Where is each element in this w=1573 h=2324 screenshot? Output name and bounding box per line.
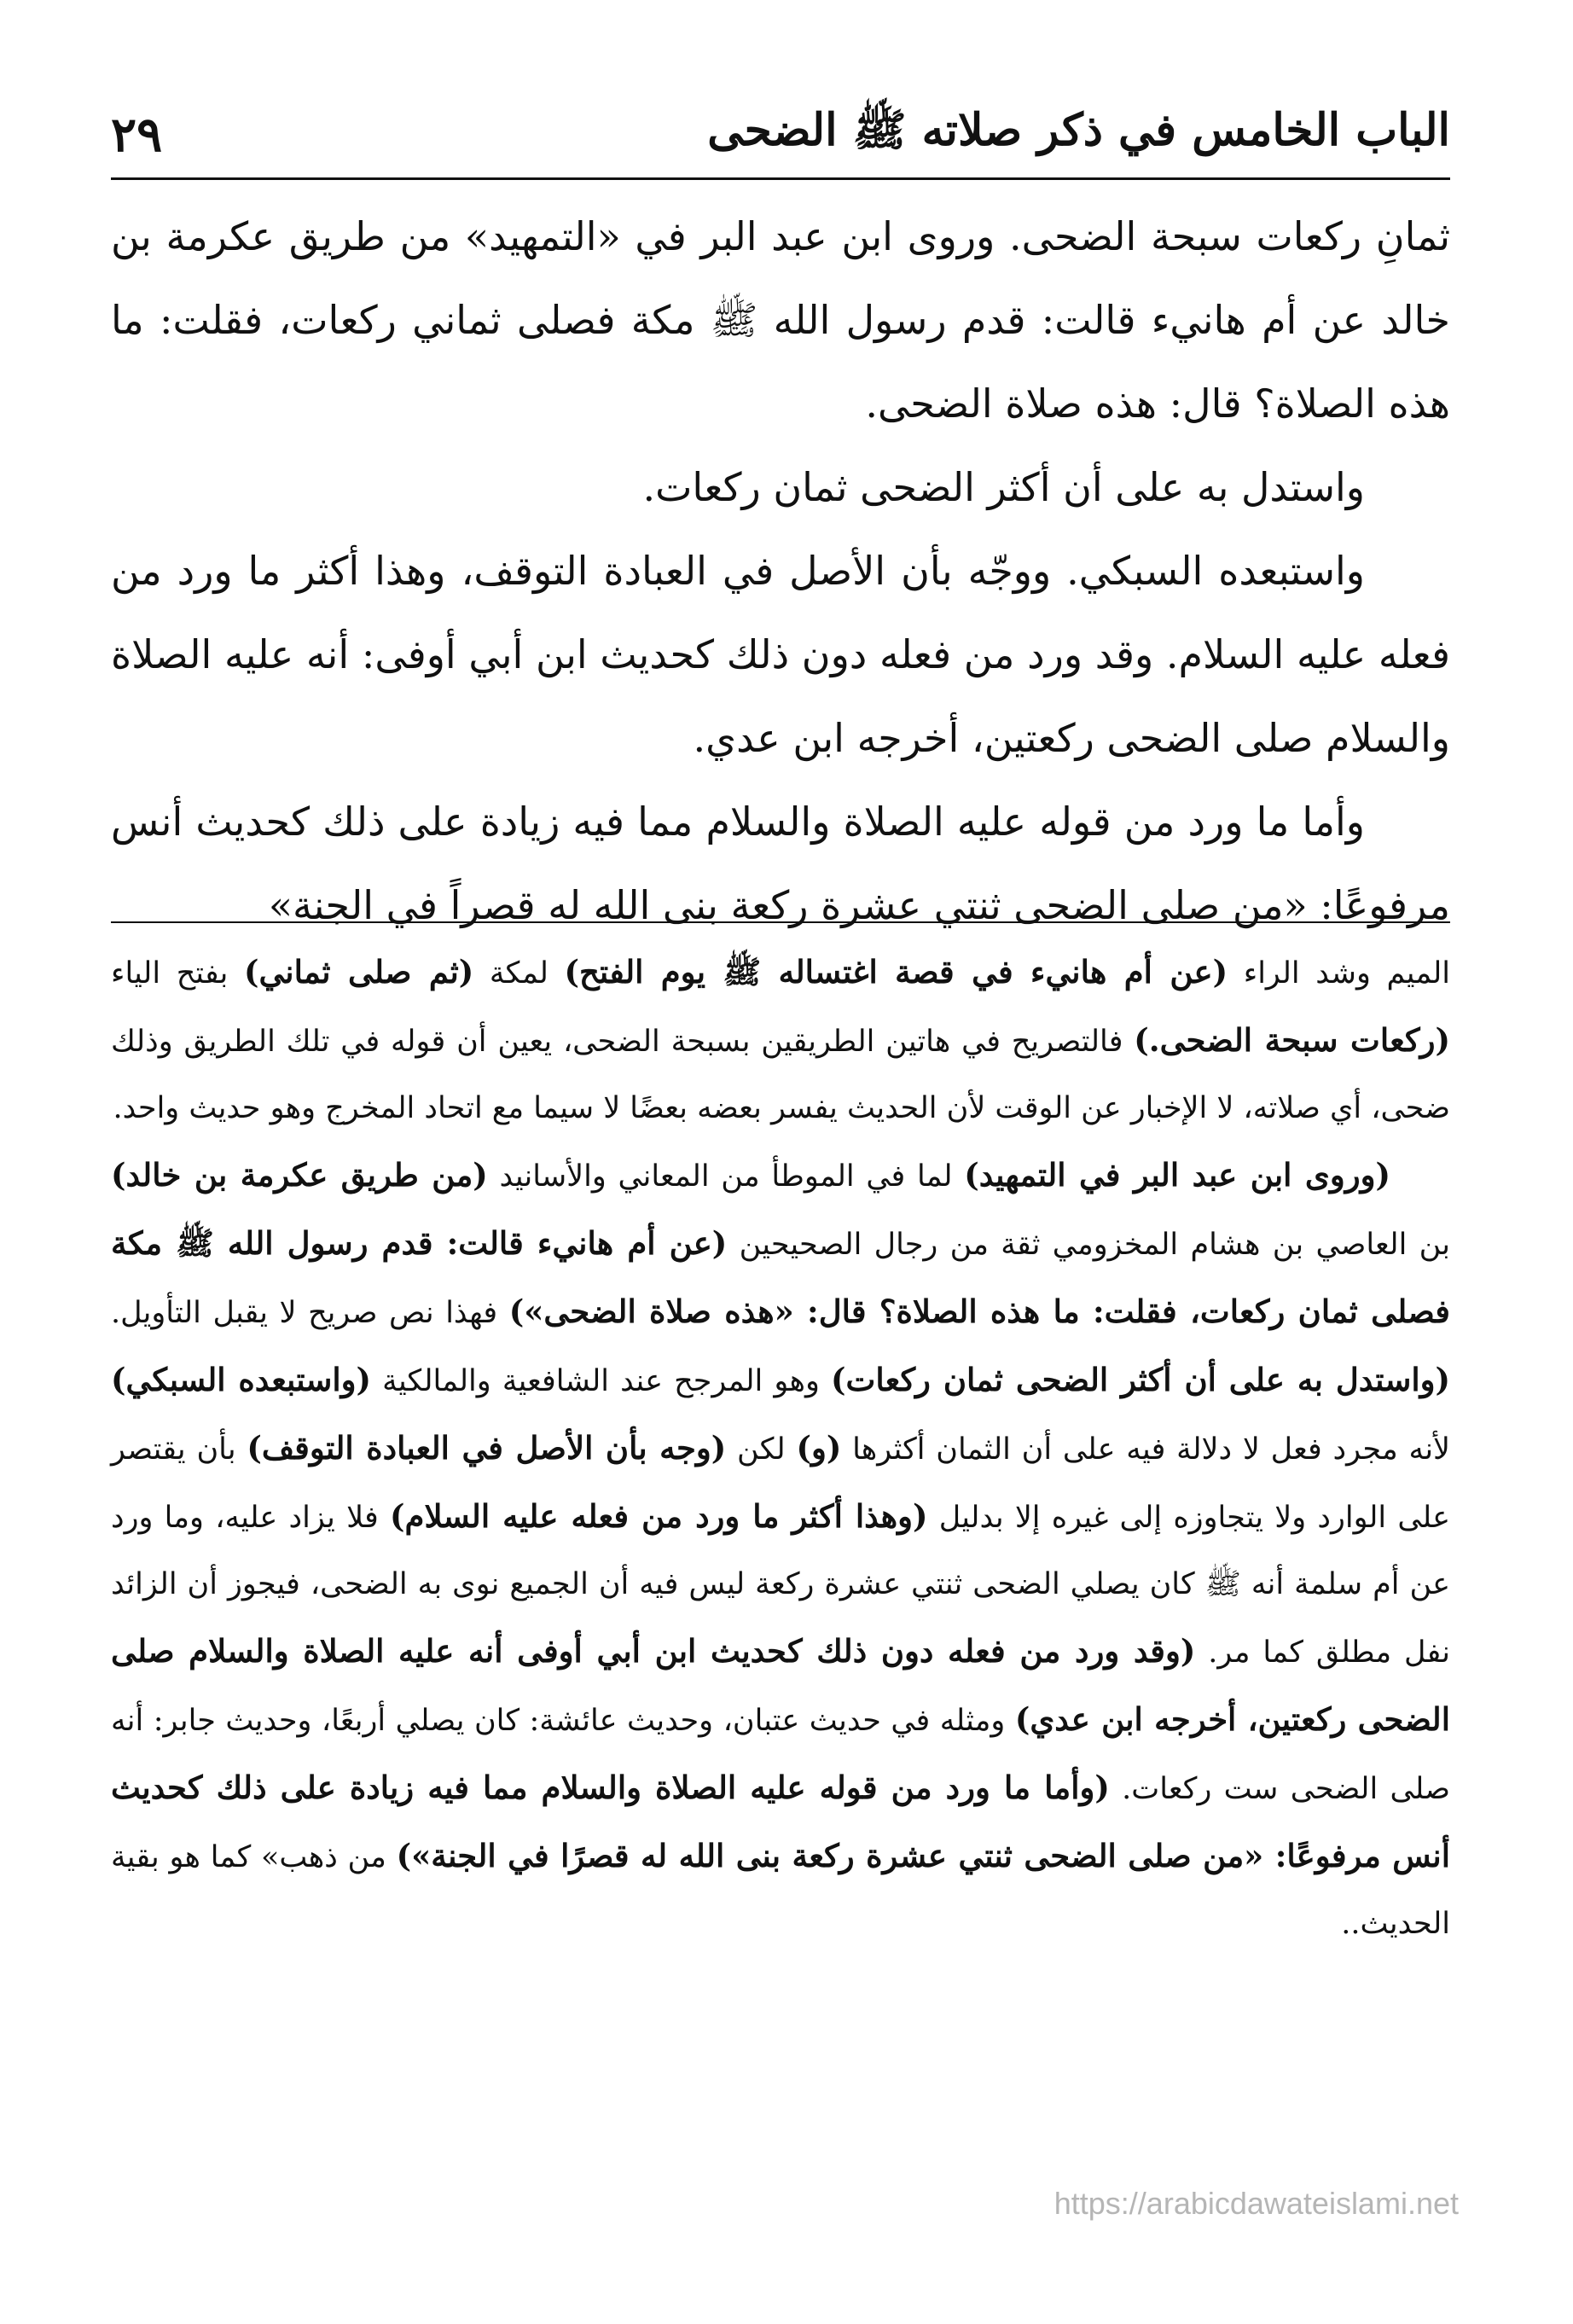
commentary-run: لما في الموطأ من المعاني والأسانيد xyxy=(487,1159,965,1194)
commentary-quoted-run: (وأما ما ورد من قوله عليه الصلاة والسلام مما فيه زيادة على ذلك كحديث أنس مرفوعًا: «من صلى الضحى ثنتي عشرة ركعة بنى الله له قصرًا في الجنة») xyxy=(111,1769,1450,1874)
commentary-quoted-run: (عن أم هانيء قالت: قدم رسول الله ﷺ مكة فصلى ثمان ركعات، فقلت: ما هذه الصلاة؟ قال: «هذه صلاة الضحى») xyxy=(111,1224,1450,1330)
watermark-url: https://arabicdawateislami.net xyxy=(1054,2186,1459,2221)
commentary-quoted-run: (واستدل به على أن أكثر الضحى ثمان ركعات) xyxy=(830,1361,1450,1398)
commentary-text xyxy=(111,938,1450,1957)
commentary-quoted-run: (من طريق عكرمة بن خالد) xyxy=(111,1156,488,1194)
chapter-title: الباب الخامس في ذكر صلاته ﷺ الضحى xyxy=(707,103,1450,156)
commentary-quoted-run: (وقد ورد من فعله دون ذلك كحديث ابن أبي أوفى أنه عليه الصلاة والسلام صلى الضحى ركعتين، أخرجه ابن عدي) xyxy=(111,1632,1450,1738)
commentary-run: بن العاصي بن هشام المخزومي ثقة من رجال الصحيحين xyxy=(727,1228,1451,1262)
commentary-paragraph-2 xyxy=(111,1142,1450,1957)
commentary-run: لأنه مجرد فعل لا دلالة فيه على أن الثمان أكثرها xyxy=(841,1432,1451,1467)
commentary-run: لكن xyxy=(726,1432,797,1467)
main-paragraph-3: واستبعده السبكي. ووجّه بأن الأصل في العبادة التوقف، وهذا أكثر ما ورد من فعله عليه السلام. وقد ورد من فعله دون ذلك كحديث ابن أبي أوفى: أنه عليه الصلاة والسلام صلى الضحى ركعتين، أخرجه ابن عدي. xyxy=(111,548,1450,761)
commentary-run: ومثله في حديث عتبان، وحديث عائشة: كان يصلي أربعًا، وحديث جابر: أنه صلى الضحى ست ركعات. xyxy=(111,1704,1450,1806)
page-number: ٢٩ xyxy=(111,107,163,163)
commentary-quoted-run: (و) xyxy=(796,1429,842,1467)
main-text xyxy=(111,195,1450,947)
commentary-quoted-run: (ثم صلى ثماني) xyxy=(243,953,474,991)
commentary-run: بفتح الياء xyxy=(111,956,244,991)
commentary-run: وهو المرجح عند الشافعية والمالكية xyxy=(371,1364,831,1398)
commentary-run: فهذا نص صريح لا يقبل التأويل. xyxy=(111,1296,509,1330)
commentary-quoted-run: (عن أم هانيء في قصة اغتساله ﷺ يوم الفتح) xyxy=(564,953,1228,991)
commentary-quoted-run: (وهذا أكثر ما ورد من فعله عليه السلام) xyxy=(390,1497,928,1535)
commentary-run: لمكة xyxy=(473,956,565,991)
running-header xyxy=(111,101,1450,169)
main-paragraph-1: ثمانِ ركعات سبحة الضحى. وروى ابن عبد البر في «التمهيد» من طريق عكرمة بن خالد عن أم هانيء قالت: قدم رسول الله ﷺ مكة فصلى ثماني ركعات، فقلت: ما هذه الصلاة؟ قال: هذه صلاة الضحى. xyxy=(111,213,1450,427)
main-paragraph-4: وأما ما ورد من قوله عليه الصلاة والسلام مما فيه زيادة على ذلك كحديث أنس مرفوعًا: «من صلى الضحى ثنتي عشرة ركعة بنى الله له قصراً في الجنة» xyxy=(111,799,1450,928)
commentary-run: بأن يقتصر على الوارد ولا يتجاوزه إلى غيره إلا بدليل xyxy=(111,1432,1450,1535)
commentary-run: من ذهب» كما هو بقية الحديث.. xyxy=(111,1840,1450,1941)
commentary-quoted-run: (وجه بأن الأصل في العبادة التوقف) xyxy=(247,1429,727,1467)
commentary-run: الميم وشد الراء xyxy=(1228,956,1450,991)
commentary-run: فالتصريح في هاتين الطريقين بسبحة الضحى، يعين أن قوله في تلك الطريق وذلك ضحى، أي صلاته، لا الإخبار عن الوقت لأن الحديث يفسر بعضه بعضًا لا سيما مع اتحاد المخرج وهو حديث واحد. xyxy=(111,1025,1450,1125)
commentary-quoted-run: (وروى ابن عبد البر في التمهيد) xyxy=(964,1156,1390,1194)
commentary-quoted-run: (ركعات سبحة الضحى.) xyxy=(1134,1021,1450,1059)
footnote-divider xyxy=(111,921,1450,923)
commentary-quoted-run: (واستبعده السبكي) xyxy=(111,1361,372,1398)
header-divider xyxy=(111,177,1450,180)
main-paragraph-2: واستدل به على أن أكثر الضحى ثمان ركعات. xyxy=(642,464,1365,510)
commentary-run: فلا يزاد عليه، وما ورد عن أم سلمة أنه ﷺ كان يصلي الضحى ثنتي عشرة ركعة ليس فيه أن الجميع نوى به الضحى، فيجوز أن الزائد نفل مطلق كما مر. xyxy=(111,1501,1450,1670)
commentary-paragraph-1 xyxy=(111,938,1450,1142)
